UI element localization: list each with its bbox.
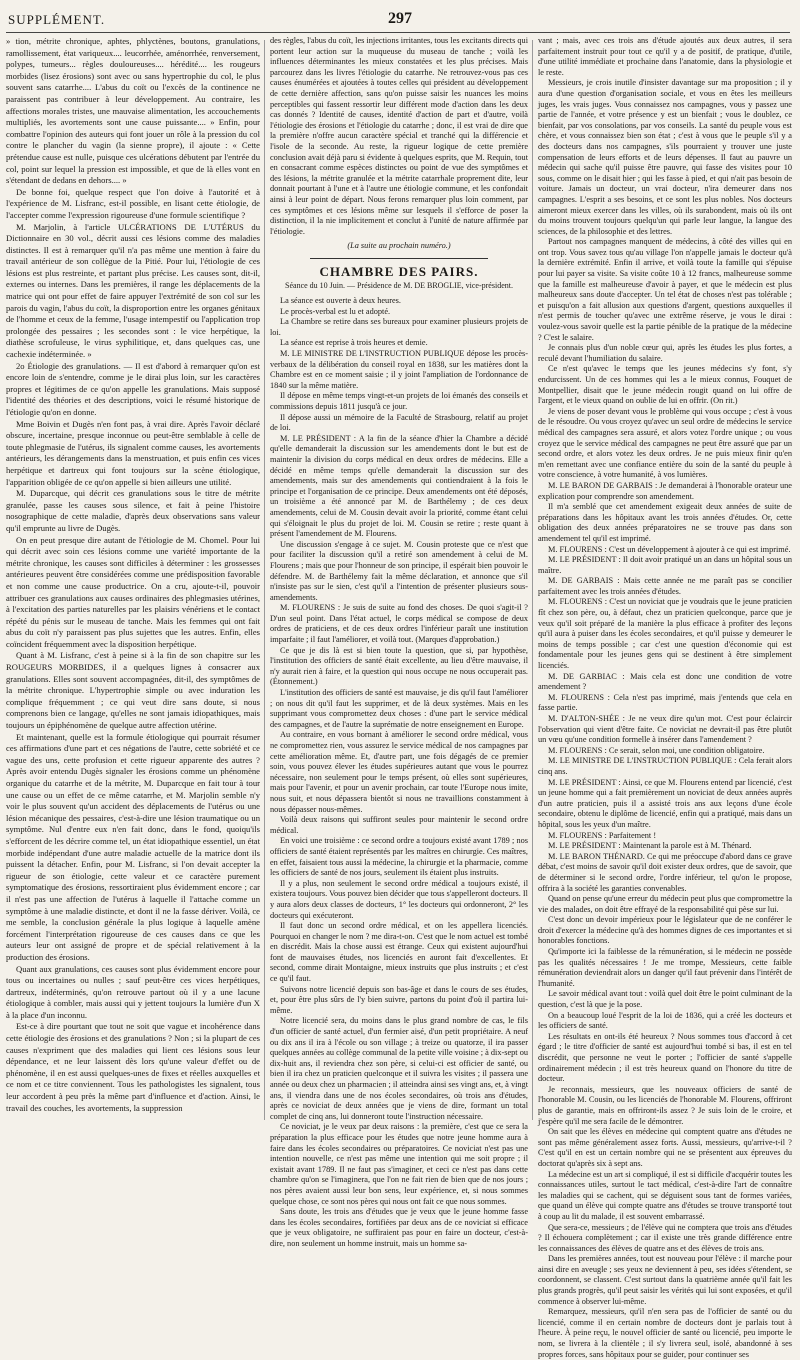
paragraph: Quant à M. Lisfranc, c'est à peine si à la fin de son chapitre sur les ROUGEURS MORBIDES, il a quelques lignes à consacrer aux granulations. Elles sont souvent accompagnées, dit-il, des symptômes de la métrite chronique. L'hypertrophie simple ou avec induration les complique fréquemment ; ce qui veut dire sans doute, si nous comprenons bien ce langage, qu'elles ne sont jamais idiopathiques, mais toujours un épiphénomène de quelque autre affection utérine.	[6, 650, 260, 731]
paragraph: Et maintenant, quelle est la formule étiologique qui pourrait résumer ces affirmations d'une part et ces négations de l'autre, cette sobriété et ce vague des uns, cette profusion et cette rigueur apparente des autres ? Après avoir entendu Dugès signaler les érosions comme un phénomène organique du catarrhe et de la métrite, M. Duparcque en fait tour à tour une cause ou un effet de ce même catarrhe, et M. Marjolin semble n'y voir le plus souvent qu'un accident des déplacements de l'utérus ou une lésion mécanique des pessaires, c'est-à-dire une lésion traumatique ou un symptôme. Nul d'entre eux n'en fait donc, dans le fond, quoiqu'ils s'efforcent de les décrire comme tel, un état idiopathique essentiel, un état morbide indépendant d'une autre maladie actuelle de la matrice dont ils puissent la détacher. Enfin, pour M. Lisfranc, si l'on devait accepter la rigueur de son étiologie, cette valeur et ce caractère purement symptomatique des érosions, ressortiraient plus évidemment encore ; car il n'est pas une affection de l'utérus à laquelle il l'attache comme un symptôme à une maladie distincte, et dont il ne la fasse dériver. Voilà, ce me semble, la conclusion générale la plus logique à laquelle amène forcément l'interprétation rigoureuse de ces causes dans ce que les auteurs leur ont assigné de propre et de spécial relativement à la production des érosions.	[6, 731, 260, 962]
page-number: 297	[388, 10, 412, 27]
paragraph: » tion, métrite chronique, aphtes, phlyctènes, boutons, granulations, ramollissement, état variqueux.... leucorrhée, aménorrhée, renversement, polypes, tumeurs... règles douloureuses.... hérédité.... les rougeurs morbides (lisez érosions) sont avec ou sans hypertrophie du col, le plus souvent sans catarrhe.... L'abus du coït ou l'excès de la continence ne paraissent pas contribuer à leur développement. Au contraire, les affections morales tristes, une mauvaise alimentation, les accouchements multipliés, les avortements sont une cause puissante.... » Enfin, pour combattre l'opinion des auteurs qui font jouer un rôle à la pression du col contre le plancher du vagin (la sienne propre), il ajoute : « Cette prétendue cause est nulle, puisque ces ulcérations débutent par l'entrée du col, point sur lequel la pression est impossible, et que de là elles vont en s'étendant de dedans en dehors.... »	[6, 36, 260, 186]
paragraph: M. FLOURENS : Cela n'est pas imprimé, mais j'entends que cela en fasse partie.	[538, 692, 792, 713]
paragraph: M. FLOURENS : C'est un développement à ajouter à ce qui est imprimé.	[548, 544, 791, 554]
paragraph: Est-ce à dire pourtant que tout ne soit que vague et incohérence dans cette étiologie des érosions et des granulations ? Non ; si la plupart de ces causes n'expriment que des maladies qui lient ces lésions sous leur dépendance, et ne leur laissent dès lors qu'une valeur d'effet ou de phénomène, il en est aussi quelques-unes de fixes et réelles auxquelles et ce nom et ce titre conviennent. Tous les pathologistes les signalent, tous leur accordent à peu près la même part d'influence et d'action. Ainsi, le travail des couches, les avortements, la suppression	[6, 1021, 260, 1113]
paragraph: M. FLOURENS : Je suis de suite au fond des choses. De quoi s'agit-il ? D'un seul point. Dans l'état actuel, le corps médical se compose de deux ordres de praticiens, et de ces deux ordres l'inférieur paraît une institution imparfaite ; il faut l'améliorer, et voilà tout. (Marques d'approbation.)	[270, 603, 528, 645]
paragraph: Suivons notre licencié depuis son bas-âge et dans le cours de ses études, et, pour être plus sûrs de l'y bien suivre, partons du point d'où il partira lui-même.	[270, 984, 528, 1015]
paragraph: Les résultats en ont-ils été heureux ? Nous sommes tous d'accord à cet égard ; le titre d'officier de santé est aujourd'hui tombé si bas, il est en tel discrédit, que personne ne veut le porter ; l'officier de santé s'appelle ordinairement médecin ; il est très heureux quand on l'honore du titre de docteur.	[538, 1031, 792, 1084]
column-2	[270, 36, 528, 1248]
paragraph: De bonne foi, quelque respect que l'on doive à l'autorité et à l'expérience de M. Lisfranc, est-il possible, en lisant cette étiologie, de l'accepter comme l'expression rigoureuse d'une formule scientifique ?	[6, 186, 260, 220]
paragraph: Quand on pense qu'une erreur du médecin peut plus que compromettre la vie des malades, on doit être effrayé de la responsabilité qui pèse sur lui.	[538, 894, 792, 914]
column-3	[538, 36, 792, 1359]
paragraph: M. FLOURENS : C'est un noviciat que je voudrais que le jeune praticien fît chez son père, ou, à défaut, chez un praticien quelconque, parce que je veux qu'il soit préparé de la manière la plus efficace à profiter des leçons qu'il aura à puiser dans les écoles secondaires, et qu'il puisse y demeurer le moins de temps possible ; car c'est une question d'économie qui est fondamentale pour les jeunes gens qui se destinent à être simplement licenciés.	[538, 597, 792, 671]
paragraph: M. LE PRÉSIDENT : Maintenant la parole est à M. Thénard.	[548, 841, 752, 851]
paragraph: M. LE BARON THÉNARD. Ce qui me préoccupe d'abord dans ce grave débat, c'est moins de savoir qu'il doit exister deux ordres, que de savoir, que de déterminer si le second ordre, l'ordre inférieur, tel qu'on le propose, offrira à la société les garanties convenables.	[538, 851, 792, 893]
column-1	[6, 36, 260, 1122]
section-divider	[310, 258, 488, 259]
paragraph: On a beaucoup loué l'esprit de la loi de 1836, qui a créé les docteurs et les officiers de santé.	[538, 1010, 792, 1031]
paragraph: M. FLOURENS : Parfaitement !	[548, 830, 657, 840]
paragraph: Je reconnais, messieurs, que les nouveaux officiers de santé de l'honorable M. Cousin, ou les licenciés de l'honorable M. Flourens, offriront plus de garantie, mais en offriront-ils assez ? Je suis loin de le croire, et j'espère qu'il me sera facile de le démontrer.	[538, 1084, 792, 1126]
paragraph: Messieurs, je crois inutile d'insister davantage sur ma proposition ; il y aura d'une question d'organisation sociale, et vous en êtes les meilleurs juges, les vrais juges. Vous connaissez nos campagnes, vous y passez une partie de l'année, et votre présence y est un bienfait ; vous le doublez, ce bienfait, par vos consolations, par vos conseils. La santé du peuple vous est chère, et vous connaissez bien son état ; c'est à vous que le peuple s'il y a des docteurs dans nos campagnes, s'ils pourraient y trouver une juste compensation de leurs efforts et de leurs dépenses. Il faut au pauvre un médecin qui sache qu'il puisse être pauvre, qui fasse des visites pour 10 sous, comme on le disait hier ; qui les fasse à pied, et qui n'ait pas besoin de voiture. Jamais un docteur, un vrai docteur, n'ira demeurer dans nos campagnes. L'esprit a ses besoins, et ce sont les plus nobles. Nos docteurs aimeront mieux exercer dans les villes, où ils surabondent, mais où ils ont du moins trouvent toujours quelqu'un qui parle leur langue, la langue des sciences, de la philosophie et des lettres.	[538, 78, 792, 236]
paragraph: Je viens de poser devant vous le problème qui vous occupe ; c'est à vous de le résoudre. Ou vous croyez qu'avec un seul ordre de médecins le service médical des campagnes sera assuré, et alors votez l'ordre unique ; ou vous croyez que le service médical des campagnes ne peut être assuré que par un second ordre, et alors votez les deux ordres. Je ne puis mieux finir qu'en m'en remettant avec une confiance entière du soin de la santé du peuple à votre conscience, à votre humanité, à vos lumières.	[538, 406, 792, 480]
paragraph: Voilà deux raisons qui suffiront seules pour maintenir le second ordre médical.	[270, 815, 528, 835]
paragraph: Au contraire, en vous bornant à améliorer le second ordre médical, vous ne compromettez rien, vous assurez le service médical de nos campagnes par cette amélioration même. Et, d'autre part, une fois dégagés de ce premier soin, vous pouvez élever les études supérieures autant que vous le pourrez nécessaire, non seulement pour le temps présent, où elles sont supérieures, mais pour l'avenir, et pour un avenir prochain, car toute l'Europe nous imite, nous suit, et nous dépassera bientôt si nous ne travaillions constamment à nous dépasser nous-mêmes.	[270, 730, 528, 814]
paragraph: Le procès-verbal est lu et adopté.	[280, 306, 391, 316]
paragraph: M. LE MINISTRE DE L'INSTRUCTION PUBLIQUE : Cela ferait alors cinq ans.	[538, 756, 792, 776]
text-columns	[6, 36, 792, 1359]
paragraph: des règles, l'abus du coït, les injections irritantes, tous les excitants directs qui portent leur action sur la muqueuse du museau de tanche ; voilà les influences déterminantes les mieux constatées et les plus précises. Mais parcourez dans les livres l'étiologie du catarrhe. Ne retrouvez-vous pas ces causes énumérées et ajoutées à toutes celles qui président au développement de cette dernière affection, sans qu'on puisse saisir les nuances les moins perceptibles qui fassent ressortir leur différent mode d'action dans les deux cas donnés ? Identité de causes, identité d'action de part et d'autre, voilà l'étiologie des érosions et l'étiologie du catarrhe ; donc, il est vrai de dire que la première n'offre aucun caractère spécial et tranché qui la différencie et l'isole de la seconde. Au reste, la rigueur logique de cette première conclusion avait déjà paru si évidente à quelques esprits, que M. Requin, tout en consacrant comme espèces distinctes ou point de vue des symptômes et des lésions, la métrite granulée et la métrite catarrhale proprement dite, leur donnait pourtant à l'une et à l'autre une étiologie commune, et les confondait ainsi à leur point de départ. Nous ferons remarquer plus loin comment, par ces symptômes et ces lésions même sur lesquels il s'efforce de poser la distinction, il la nie implicitement et conclut à l'unité de nature affirmée par l'étiologie.	[270, 36, 528, 236]
paragraph: vant ; mais, avec ces trois ans d'étude ajoutés aux deux autres, il sera parfaitement instruit pour tout ce qu'il y a de positif, de pratique, d'utile, d'une utilité immédiate et prochaine dans l'anatomie, dans la physiologie et le reste.	[538, 36, 792, 77]
paragraph: Il dépose aussi un mémoire de la Faculté de Strasbourg, relatif au projet de loi.	[270, 412, 528, 433]
continued-note: (La suite au prochain numéro.)	[347, 241, 451, 251]
paragraph: Il y a plus, non seulement le second ordre médical a toujours existé, il existera toujours. Vous pouvez bien décider que tous s'appelleront docteurs. Il y aura alors deux classes de docteurs, 1° les docteurs qui ordonneront, 2° les docteurs qui exécuteront.	[270, 878, 528, 920]
paragraph: Sans doute, les trois ans d'études que je veux que le jeune homme fasse dans les écoles secondaires, fortifiées par deux ans de ce noviciat si efficace que je veux obligatoire, ne suffiraient pas pour en faire un docteur, c'est-à-dire, non seulement un homme instruit, mais un homme sa-	[270, 1207, 528, 1248]
paragraph: M. LE PRÉSIDENT : A la fin de la séance d'hier la Chambre a décidé qu'elle demanderait la discussion sur les amendements dont le but est de maintenir la division du corps médical en deux ordres de médecins. Elle a décidé en même temps qu'elle demanderait la discussion sur des amendements, mais sur des amendements qui contiendraient à la fois le principe et l'organisation de ce principe. Deux amendements ont été déposés, un troisième a été annoncé par M. de Barthélemy ; de ces deux amendements, celui de M. Cousin devait avoir la priorité, comme étant celui qui s'éloignait le plus du projet de loi. M. Cousin se retire ; reste quant à présent l'amendement de M. Flourens.	[270, 433, 528, 539]
paragraph: Le savoir médical avant tout : voilà quel doit être le point culminant de la question, c'est là que je la pose.	[538, 989, 792, 1010]
paragraph: Dans les premières années, tout est nouveau pour l'élève : il marche pour ainsi dire en aveugle ; ses yeux ne deviennent à peu, ses idées s'étendent, se coordonnent, se classent. C'est surtout dans la quatrième année qu'il fait les plus grands progrès, qu'il peut saisir les vérités qui lui sont exposées, et qu'il commence à observer lui-même.	[538, 1254, 792, 1306]
paragraph: Une discussion s'engage à ce sujet. M. Cousin proteste que ce n'est que pour faciliter la discussion qu'il a retiré son amendement à celui de M. Flourens ; mais que pour l'honneur de son principe, il espérait bien pouvoir le défendre. M. de Barthélemy fait la même déclaration, et annonce que s'il n'insiste pas sur le sien, c'est qu'il a l'intention de présenter plusieurs sous-amendements.	[270, 539, 528, 602]
running-head: SUPPLÉMENT.	[8, 12, 106, 27]
paragraph: Il m'a semblé que cet amendement exigeait deux années de suite de préparations dans les hôpitaux avant les trois années d'études. Or, cette obligation des deux années préparatoires ne se trouve pas dans son amendement tel qu'il est imprimé.	[538, 502, 792, 543]
column-rule-left	[264, 40, 265, 1120]
paragraph: M. DE GARBIAC : Mais cela est donc une condition de votre amendement ?	[538, 671, 792, 692]
column-rule-right	[532, 40, 533, 1120]
paragraph: M. D'ALTON-SHÉE : Je ne veux dire qu'un mot. C'est pour éclaircir l'observation qui vient d'être faite. Ce noviciat ne devrait-il pas être plutôt un vœu qu'une condition formelle à insérer dans l'amendement ?	[538, 714, 792, 745]
paragraph: La séance est reprise à trois heures et demie.	[280, 338, 428, 348]
paragraph: Remarquez, messieurs, qu'il n'en sera pas de l'officier de santé ou du licencié, comme il en certain nombre de docteurs dont je parlais tout à l'heure. À peine reçu, le nouvel officier de santé ou licencié, peu importe le nom, se livrera à la clientèle ; il s'y livrera seul, isolé, abandonné à ses propres forces, sans hôpitaux pour se guider, pour continuer ses	[538, 1307, 792, 1359]
paragraph: Ce noviciat, je le veux par deux raisons : la première, c'est que ce sera la préparation la plus efficace pour les études que notre jeune homme aura à faire dans les écoles secondaires ou préparatoires. Ce noviciat n'est pas une intention nouvelle, ce n'est pas même une intention qui me soit propre ; il existait avant 1789. Il ne faut pas s'imaginer, et ceci ce n'est pas dans cette chambre qu'on se l'imaginera, que l'on ne fait rien de bien que de nos jours ; nos pères avaient aussi leur bon sens, leur expérience, et, si nous sommes quelque chose, ce sont nos pères qui nous ont fait ce que nous sommes.	[270, 1122, 528, 1206]
paragraph: Je connais plus d'un noble cœur qui, après les études les plus fortes, a reculé devant l'humiliation du salaire.	[538, 343, 792, 363]
paragraph: M. LE BARON DE GARBAIS : Je demanderai à l'honorable orateur une explication pour comprendre son amendement.	[538, 480, 792, 501]
section-title: CHAMBRE DES PAIRS.	[319, 263, 479, 279]
paragraph: Il faut donc un second ordre médical, et on les appellera licenciés. Pourquoi en changer le nom ? me dira-t-on. C'est que le nom actuel est tombé en discrédit. Mais la chose aussi est étrange. Ceux qui existent aujourd'hui font de mauvaises études, nos licenciés en auront fait d'excellentes. Et second, comme dirait Montaigne, mieux instruits que plus instruits ; et c'est ce qu'il faut.	[270, 921, 528, 984]
paragraph: Qu'importe ici la faiblesse de la rémunération, si le médecin ne possède pas les qualités nécessaires ! Je me trompe, Messieurs, cette faible rémunération deviendrait alors un danger qu'il faut prévenir dans l'intérêt de l'humanité.	[538, 947, 792, 988]
paragraph: M. DE GARBAIS : Mais cette année ne me paraît pas se concilier parfaitement avec les trois années d'études.	[538, 576, 792, 596]
paragraph: M. Marjolin, à l'article ULCÉRATIONS DE L'UTÉRUS du Dictionnaire en 30 vol., décrit aussi ces lésions comme des maladies distinctes. Il est à remarquer qu'il n'a pas même une mention à faire du travail antérieur de son collègue de la Pitié. Pour lui, l'étiologie de ces lésions est plus restreinte, et partant plus précise. Les causes sont, dit-il, externes ou internes. Dans les premières, il range les déplacements de la matrice qui ont pour effet de faire appuyer l'extrémité de son col sur les parois du vagin, l'abus du coït, la disproportion entre les organes génitaux de l'homme et ceux de la femme, l'usage intempestif ou l'application trop prolongée des pessaires ; les secondes sont : le vice herpétique, la diathèse scrofuleuse, le virus syphilitique, et, dans quelques cas, une cachexie indéterminée. »	[6, 221, 260, 360]
paragraph: Que sera-ce, messieurs ; de l'élève qui ne comptera que trois ans d'études ? Il échouera complètement ; car il existe une très grande différence entre les connaissances des élèves de quatre ans et des élèves de trois ans.	[538, 1222, 792, 1253]
paragraph: La Chambre se retire dans ses bureaux pour examiner plusieurs projets de loi.	[270, 317, 528, 337]
paragraph: Quant aux granulations, ces causes sont plus évidemment encore pour tous ou incertaines ou nulles ; sauf peut-être ces vices herpétiques, dartreux, indéterminés, qu'on retrouve partout où il y a une lacune étiologique à combler, mais aussi qui y jettent toujours la lumière d'un X à la place d'un inconnu.	[6, 963, 260, 1020]
paragraph: Partout nos campagnes manquent de médecins, à côté des villes qui en ont trop. Vous savez tous qu'au village l'on n'appelle jamais le docteur qu'à la dernière extrémité. Enfin il arrive, et voilà toute la famille qui s'épuise pour lui payer sa visite. Sa visite coûte 10 à 12 francs, malheureuse somme que la famille est malheureuse d'avoir à payer, et que le médecin est plus malheureux sans doute d'accepter. Un tel état de choses n'est pas tolérable ; et puisqu'on a fait allusion aux questions d'argent, questions auxquelles il n'est permis de toucher qu'avec une extrême réserve, je vous le dirai : voulez-vous savoir quelle est la partie pénible de la pratique de la médecine ? C'est le salaire.	[538, 237, 792, 342]
paragraph: Mme Boivin et Dugès n'en font pas, à vrai dire. Après l'avoir déclaré obscure, incertaine, presque inconnue ou peut-être semblable à celle de toute phlegmasie de l'utérus, ils signalent comme causes, les avortements antérieurs, les dérangements dans la menstruation, et puis enfin ces vices herpétique et dartreux qui font toujours sur la scène étiologique, l'apparition obligée de ce qu'on appelle si bien ailleurs une utilité.	[6, 418, 260, 487]
paragraph: L'institution des officiers de santé est mauvaise, je dis qu'il faut l'améliorer ; on nous dit qu'il faut les supprimer, et de là deux systèmes. Mais en les supprimant vous compromettez deux choses : d'une part le service médical des campagnes, et de l'autre la suprématie de notre enseignement en Europe.	[270, 688, 528, 729]
paragraph: M. FLOURENS : Ce serait, selon moi, une condition obligatoire.	[548, 745, 765, 755]
session-line: Séance du 10 Juin. — Présidence de M. DE BROGLIE, vice-président.	[285, 281, 513, 291]
paragraph: Ce n'est qu'avec le temps que les jeunes médecins s'y font, s'y endurcissent. Un de ces hommes qui les a le mieux connus, Fouquet de Montpellier, disait que le jeune médecin rougit quand on lui offre de l'argent, et le vieux quand on oublie de lui en offrir. (On rit.)	[538, 364, 792, 406]
paragraph: 2o Étiologie des granulations. — Il est d'abord à remarquer qu'on est encore loin de s'entendre, comme je le dirai plus loin, sur les caractères propres et légitimes de ce qu'on appelle les granulations. Mais supposé l'identité des théories et des descriptions, voici le résumé historique de l'étiologie qu'on en donne.	[6, 360, 260, 417]
paragraph: En voici une troisième : ce second ordre a toujours existé avant 1789 ; nos officiers de santé étaient représentés par les maîtres en chirurgie. Ces maîtres, en effet, faisaient tous aussi la médecine, la chirurgie et la pharmacie, comme les officiers de santé de nos jours, seulement ils étaient plus instruits.	[270, 836, 528, 878]
paragraph: M. LE PRÉSIDENT : Ainsi, ce que M. Flourens entend par licencié, c'est un jeune homme qui a fait premièrement un noviciat de deux années auprès d'un autre praticien, puis il a assisté trois ans aux leçons d'une école secondaire, obtenu le diplôme de licencié, enfin qui a pratiqué, mais dans un hôpital, sous les yeux d'un maître.	[538, 777, 792, 829]
paragraph: M. Duparcque, qui décrit ces granulations sous le titre de métrite granulée, passe les causes sous silence, et fait à peine l'histoire nosographique de cette maladie, d'après deux observations sans valeur qu'il emprunte au livre de Dugès.	[6, 488, 260, 533]
paragraph: On sait que les élèves en médecine qui comptent quatre ans d'études ne sont pas même généralement assez forts. Aussi, messieurs, qu'arrive-t-il ? C'est qu'il en est un certain nombre qui ne se présentent aux épreuves du doctorat qu'après six à sept ans.	[538, 1127, 792, 1168]
page-header	[0, 10, 800, 32]
paragraph: La médecine est un art si compliqué, il est si difficile d'acquérir toutes les connaissances utiles, surtout le tact médical, c'est-à-dire l'art de connaître les maladies qui se cachent, qui se déguisent sous tant de formes variées, que quand un élève qui compte quatre ans d'études se trouve transporté tout à coup au lit du malade, il est souvent embarrassé.	[538, 1169, 792, 1221]
paragraph: M. LE MINISTRE DE L'INSTRUCTION PUBLIQUE dépose les procès-verbaux de la délibération du conseil royal en 1838, sur les matières dont la Chambre est en ce moment saisie ; il y joint l'ampliation de l'ordonnance de 1840 sur la même matière.	[270, 349, 528, 390]
paragraph: M. LE PRÉSIDENT : Il doit avoir pratiqué un an dans un hôpital sous un maître.	[538, 555, 792, 575]
header-rule	[6, 32, 790, 33]
paragraph: Ce que je dis là est si bien toute la question, que si, par hypothèse, l'institution des officiers de santé était excellente, au lieu d'être mauvaise, il n'y aurait rien à faire, et la question qui nous occupe ne nous occuperait pas. (Étonnement.)	[270, 645, 528, 687]
paragraph: On en peut presque dire autant de l'étiologie de M. Chomel. Pour lui qui décrit avec soin ces lésions comme une variété importante de la métrite chronique, les causes sont difficiles à déterminer : les grossesses antérieures peuvent être considérées comme une prédisposition favorable et non comme une cause productrice. On a cru, ajoute-t-il, pouvoir attribuer ces granulations aux causes ordinaires des phlegmasies utérines, à l'excitation des parties naturelles par les plaisirs vénériens et le contact répété du pénis sur le museau de tanche. Mais les femmes qui ont fait abus du coït n'y paraissent pas plus sujettes que les autres. Enfin, elles coïncident fréquemment avec la disposition herpétique.	[6, 534, 260, 649]
paragraph: Il dépose en même temps vingt-et-un projets de loi émanés des conseils et commissions depuis 1811 jusqu'à ce jour.	[270, 391, 528, 411]
paragraph: Notre licencié sera, du moins dans le plus grand nombre de cas, le fils d'un officier de santé actuel, d'un fermier aisé, d'un petit propriétaire. A neuf ou dix ans il ira à l'école ou son village ; à treize ou quatorze, il ira passer quelques années au collège communal de la petite ville voisine ; à dix-sept ou dix-huit ans, il reviendra chez son père, si celui-ci est officier de santé, ou bien il ira chez un praticien quelconque et il suivra les visites ; il passera une année ou deux chez un pharmacien ; il atteindra ainsi ses vingt ans, et, à vingt ans, il viendra dans une de nos écoles secondaires, où trois ans d'études, après ce noviciat de deux années que je viens de dire, formant un total complet de cinq ans, lui donneront toute l'instruction nécessaire.	[270, 1016, 528, 1121]
paragraph: C'est donc un devoir impérieux pour le législateur que de ne conférer le droit d'exercer la médecine qu'à des hommes dignes de ces importantes et si honorables fonctions.	[538, 915, 792, 946]
paragraph: La séance est ouverte à deux heures.	[280, 296, 401, 306]
